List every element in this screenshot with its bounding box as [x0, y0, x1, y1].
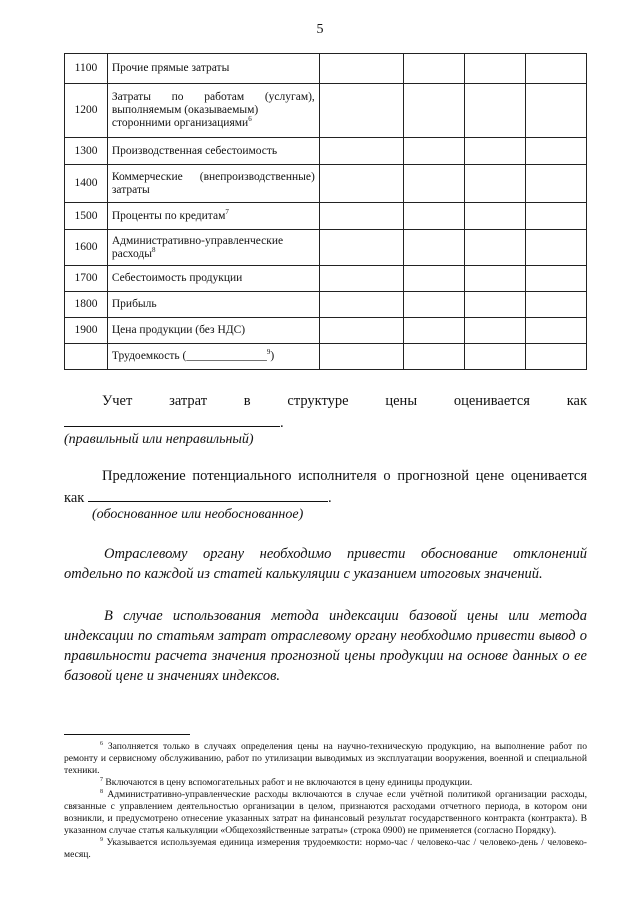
- row-code: 1700: [65, 266, 108, 292]
- row-name: Прочие прямые затраты: [107, 54, 319, 84]
- row-code: 1600: [65, 230, 108, 266]
- table-row: [65, 138, 587, 165]
- row-code: 1200: [65, 84, 108, 138]
- table-row: [65, 266, 587, 292]
- footnote: $^9$ Указывается используемая единица измерения трудоемкости: нормо-час / человеко-час / человеко-день / человеко-месяц.: [64, 836, 587, 860]
- footnote: $^7$ Включаются в цену вспомогательных работ и не включаются в цену единицы продукции.: [100, 776, 473, 788]
- row-name: Коммерческие (внепроизводственные) затраты: [107, 165, 319, 203]
- hint-text: (правильный или неправильный): [64, 432, 254, 447]
- table-row: [65, 292, 587, 318]
- page-number: 5: [316, 22, 324, 37]
- para1-word: затрат: [169, 393, 208, 409]
- row-name: Административно-управленческие расходы$^8$: [107, 230, 319, 266]
- para1-word: в: [243, 393, 251, 409]
- footnotes: [64, 741, 587, 861]
- footnote-separator: [64, 734, 190, 735]
- price-proposal-assessment: Предложение потенциального исполнителя о прогнозной цене оценивается как . (обоснованное или необоснованное): [64, 468, 587, 522]
- answer-blank-line[interactable]: [88, 487, 328, 502]
- cost-accounting-assessment: Учет затрат в структуре цены оценивается как . (правильный или неправильный): [64, 393, 587, 447]
- row-code: 1500: [65, 203, 108, 230]
- cost-table: [64, 53, 587, 370]
- row-name: Прибыль: [107, 292, 319, 318]
- row-code: 1300: [65, 138, 108, 165]
- answer-blank-line[interactable]: [64, 412, 280, 427]
- row-name: Проценты по кредитам$^7$: [107, 203, 319, 230]
- table-row: [65, 84, 587, 138]
- footnote: $^6$ Заполняется только в случаях определения цены на научно-техническую продукцию, на выполнение работ по ремонту и сервисному обслуживанию, работ по утилизации выводимых из эксплуатации вооружения, военной и специальной техники.: [64, 740, 587, 776]
- row-name: Цена продукции (без НДС): [107, 318, 319, 344]
- deviation-note: Отраслевому органу необходимо привести обоснование отклонений отдельно по каждой из статей калькуляции с указанием итоговых значений.: [64, 546, 587, 582]
- row-name: Производственная себестоимость: [107, 138, 319, 165]
- table-row: [65, 165, 587, 203]
- hint-text: (обоснованное или необоснованное): [92, 507, 304, 522]
- row-code: [65, 344, 108, 370]
- row-name: Себестоимость продукции: [107, 266, 319, 292]
- para1-word: оценивается: [453, 393, 530, 409]
- row-code: 1900: [65, 318, 108, 344]
- footnote: $^8$ Административно-управленческие расходы включаются в случае если учётной политикой организации расходы, связанные с управлением деятельностью организации в целом, признаются расходами отчетного периода, в котором они возникли, и предусмотрено отнесение указанных затрат на финансовый результат государственного контракта (контракта). В указанном случае статья калькуляции «Общехозяйственные затраты» (строка 0900) не применяется (согласно Порядку).: [64, 788, 587, 836]
- table-row: [65, 344, 587, 370]
- para1-word: как: [566, 393, 587, 409]
- table-row: [65, 203, 587, 230]
- para1-word: структуре: [287, 393, 349, 409]
- table-row: [65, 318, 587, 344]
- row-name: Затраты по работам (услугам), выполняемым (оказываемым) сторонними организациями$^6$: [107, 84, 319, 138]
- indexation-note: В случае использования метода индексации базовой цены или метода индексации по статьям затрат отраслевому органу необходимо привести вывод о правильности расчета значения прогнозной цены продукции на основе данных о ее базовой цене и значениях индексов.: [64, 608, 587, 684]
- row-code: 1100: [65, 54, 108, 84]
- para2-line1: Предложение потенциального исполнителя о прогнозной цене оценивается: [102, 468, 587, 484]
- row-code: 1400: [65, 165, 108, 203]
- para1-word: Учет: [102, 393, 133, 409]
- row-name: Трудоемкость (______________$^9$): [107, 344, 319, 370]
- table-row: [65, 54, 587, 84]
- row-code: 1800: [65, 292, 108, 318]
- para1-word: цены: [385, 393, 418, 409]
- table-row: [65, 230, 587, 266]
